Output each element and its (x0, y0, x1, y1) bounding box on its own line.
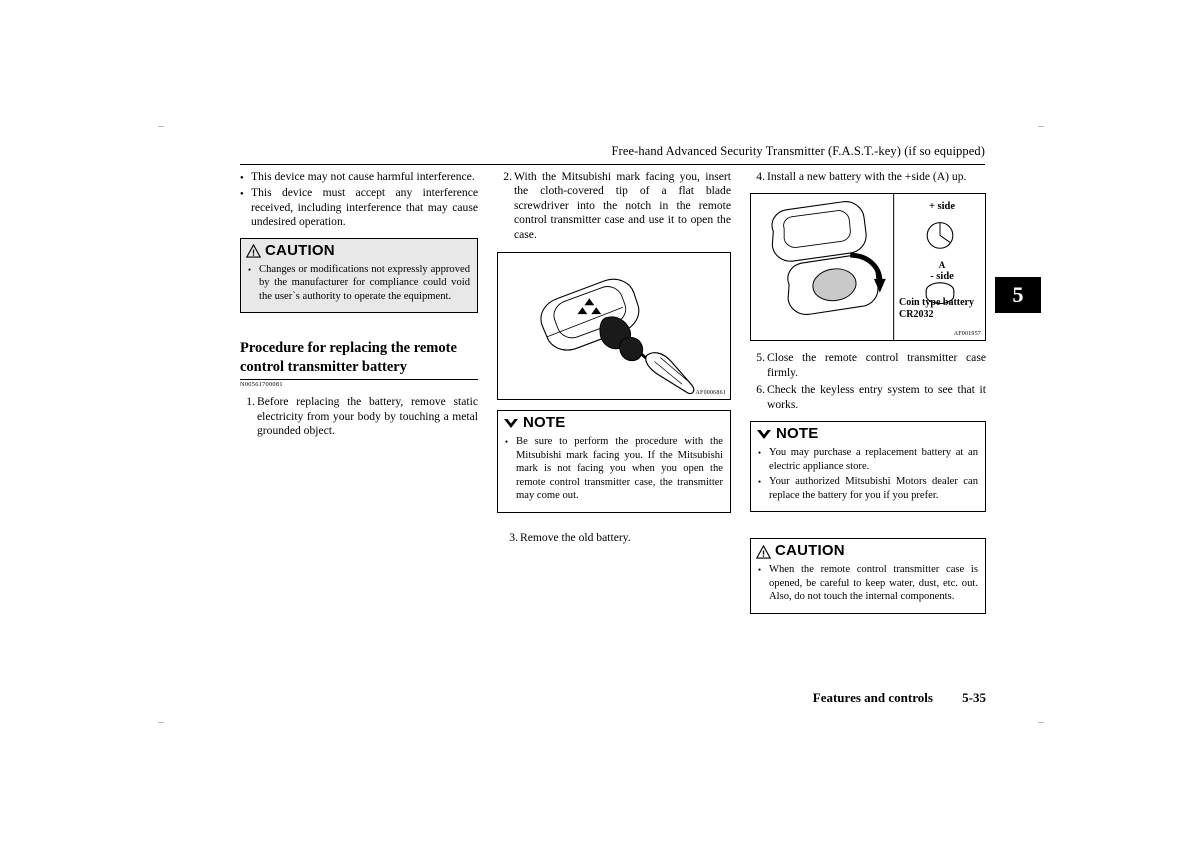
procedure-steps-middle-after (497, 531, 731, 545)
header-rule (240, 164, 985, 165)
column-left (240, 170, 478, 442)
figure-transmitter-open (497, 252, 731, 400)
procedure-steps-left (240, 395, 478, 438)
warning-triangle-icon (756, 545, 771, 559)
step-number: 3. (509, 530, 518, 544)
list-item (750, 170, 986, 184)
transmitter-screwdriver-illustration (498, 253, 730, 399)
section-code: N00561700081 (240, 379, 478, 389)
page-footer (600, 690, 986, 706)
note-header (498, 411, 730, 435)
list-item (497, 170, 731, 242)
caution-body (751, 563, 985, 613)
note-body (751, 446, 985, 511)
note-arrow-icon (756, 428, 772, 442)
list-item: ● Be sure to perform the procedure with the Mitsubishi mark facing you. If the Mitsubishi mark is not facing you when you open the remote control transmitter case, the transmitter may come out. (505, 435, 723, 503)
figure-battery-install (750, 193, 986, 341)
step-text: Install a new battery with the +side (A) up. (767, 170, 967, 183)
step-text: Remove the old battery. (520, 530, 631, 544)
page-number: 5-35 (962, 690, 986, 705)
list-item: ● This device may not cause harmful interference. (240, 170, 478, 184)
footer-section-label: Features and controls (812, 690, 933, 705)
caution-header (751, 539, 985, 563)
note-arrow-icon (503, 417, 519, 431)
list-item (750, 351, 986, 380)
figure-code: AF0006861 (695, 389, 726, 396)
step-number: 5. (756, 351, 765, 365)
crop-tick-bl (158, 722, 164, 723)
note-box-right (750, 421, 986, 512)
step-text: Close the remote control transmitter case firmly. (767, 351, 986, 379)
transmitter-case-top (772, 202, 866, 262)
minus-side-label: - side (930, 271, 954, 283)
procedure-steps-right-after (750, 351, 986, 412)
procedure-steps-right (750, 170, 986, 184)
step-text: Check the keyless entry system to see that it works. (767, 383, 986, 411)
transmitter-case-bottom (788, 255, 878, 315)
caution-title: CAUTION (265, 241, 335, 259)
warning-triangle-icon (246, 244, 261, 258)
caution-title: CAUTION (775, 542, 845, 560)
figure-code: AF001957 (953, 330, 981, 337)
note-body (498, 435, 730, 512)
note-list (758, 446, 978, 502)
callout-a-label: A (938, 260, 946, 271)
battery-plus-view-icon (927, 223, 953, 249)
step-number: 2. (503, 170, 512, 183)
note-box-middle (497, 410, 731, 512)
list-item: ● You may purchase a replacement battery at an electric appliance store. (758, 446, 978, 473)
caution-header (241, 239, 477, 263)
column-right (750, 170, 986, 614)
step-number: 4. (756, 170, 765, 183)
crop-tick-tl (158, 126, 164, 127)
plus-side-label: + side (928, 201, 956, 213)
step-text: With the Mitsubishi mark facing you, insert the cloth-covered tip of a flat blade screwdriver into the notch in the remote control transmitter case and use it to open the case. (514, 170, 731, 241)
chapter-tab: 5 (995, 277, 1041, 313)
caution-body (241, 263, 477, 313)
list-item (503, 531, 731, 545)
screwdriver-icon (600, 317, 694, 394)
column-middle (497, 170, 731, 548)
note-title: NOTE (523, 414, 566, 432)
compliance-bullet-list (240, 170, 478, 230)
crop-tick-tr (1038, 126, 1044, 127)
list-item: ● This device must accept any interference received, including interference that may cause undesired operation. (240, 186, 478, 229)
list-item (750, 383, 986, 412)
step-number: 1. (246, 395, 255, 409)
section-heading: Procedure for replacing the remote control transmitter battery (240, 340, 457, 375)
step-text: Before replacing the battery, remove static electricity from your body by touching a metal grounded object. (257, 395, 478, 438)
note-header (751, 422, 985, 446)
running-head: Free-hand Advanced Security Transmitter (F.A.S.T.-key) (if so equipped) (611, 144, 985, 158)
coin-battery-label: Coin type battery CR2032 (899, 297, 974, 321)
caution-list (758, 563, 978, 604)
list-item (240, 395, 478, 438)
list-item: ● Your authorized Mitsubishi Motors dealer can replace the battery for you if you prefer. (758, 475, 978, 502)
step-number: 6. (756, 383, 765, 397)
crop-tick-br (1038, 722, 1044, 723)
caution-list (248, 263, 470, 304)
list-item: ● Changes or modifications not expressly approved by the manufacturer for compliance could void the user`s authority to operate the equipment. (248, 263, 470, 304)
note-title: NOTE (776, 425, 819, 443)
list-item: ● When the remote control transmitter case is opened, be careful to keep water, dust, etc. out. Also, do not touch the internal components. (758, 563, 978, 604)
caution-box-left (240, 238, 478, 313)
procedure-steps-middle (497, 170, 731, 242)
note-list (505, 435, 723, 503)
caution-box-right (750, 538, 986, 613)
